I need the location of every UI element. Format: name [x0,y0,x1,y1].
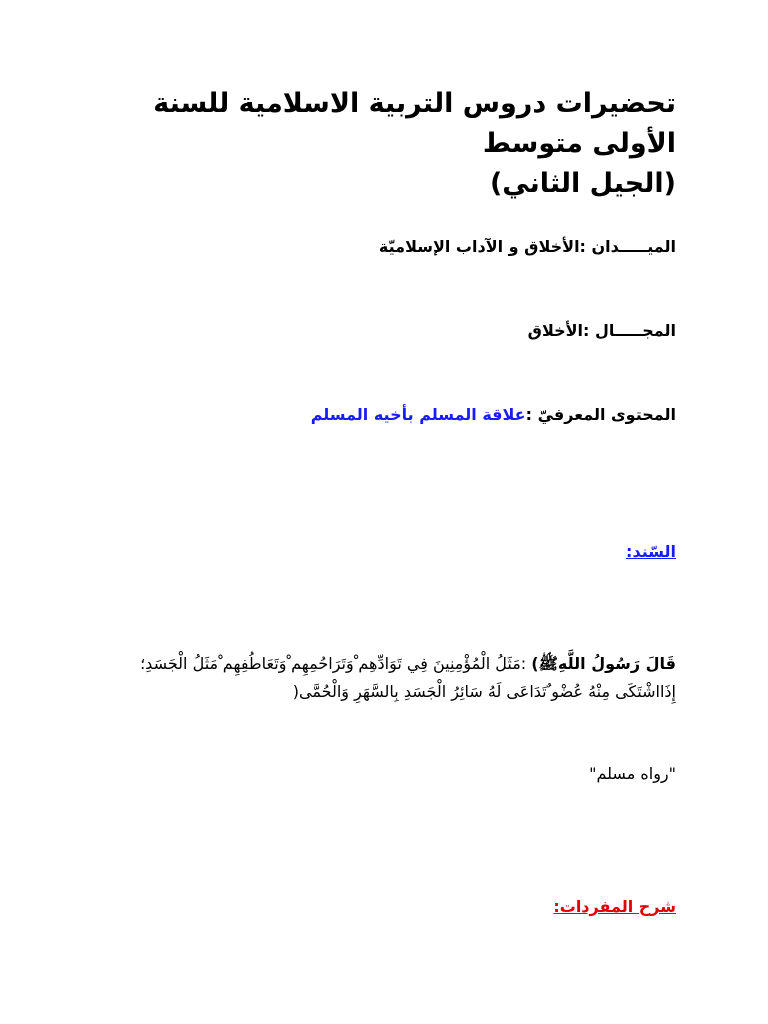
hadith-text [140,650,676,706]
content-value: علاقة المسلم بأخيه المسلم [310,405,526,424]
hadith-source: "رواه مسلم" [589,764,676,783]
page-title [106,84,676,204]
content-label: المحتوى المعرفيّ : [525,405,676,424]
vocabulary-heading: شرح المفردات: [553,897,676,916]
hadith-line-2: إِذَااشْتَكَى مِنْهُ عُضْو ٌتَدَاعَى لَهُ سَائِرُ الْجَسَدِ بِالسَّهَرِ وَالْحُمَّى( [292,682,676,701]
hadith-speaker: قَالَ رَسُولُ اللَّهِﷺ) [531,654,676,673]
page-title-line-1: تحضيرات دروس التربية الاسلامية للسنة الأولى متوسط [153,88,676,159]
area-field: المجـــــال :الأخلاق [527,321,676,340]
hadith-line-1-rest: :مَثَلُ الْمُؤْمِنِينَ فِي تَوَادِّهِم ْوَتَرَاحُمِهِم ْوَتَعَاطُفِهِم ْمَثَلُ الْجَسَدِ؛ [140,654,532,673]
sanad-heading: السّند: [626,542,676,561]
hadith-line-1 [140,650,676,678]
page-title-line-2: (الجيل الثاني) [489,168,676,199]
content-field [311,404,676,426]
domain-field: الميـــــدان :الأخلاق و الآداب الإسلاميّة [378,237,676,256]
